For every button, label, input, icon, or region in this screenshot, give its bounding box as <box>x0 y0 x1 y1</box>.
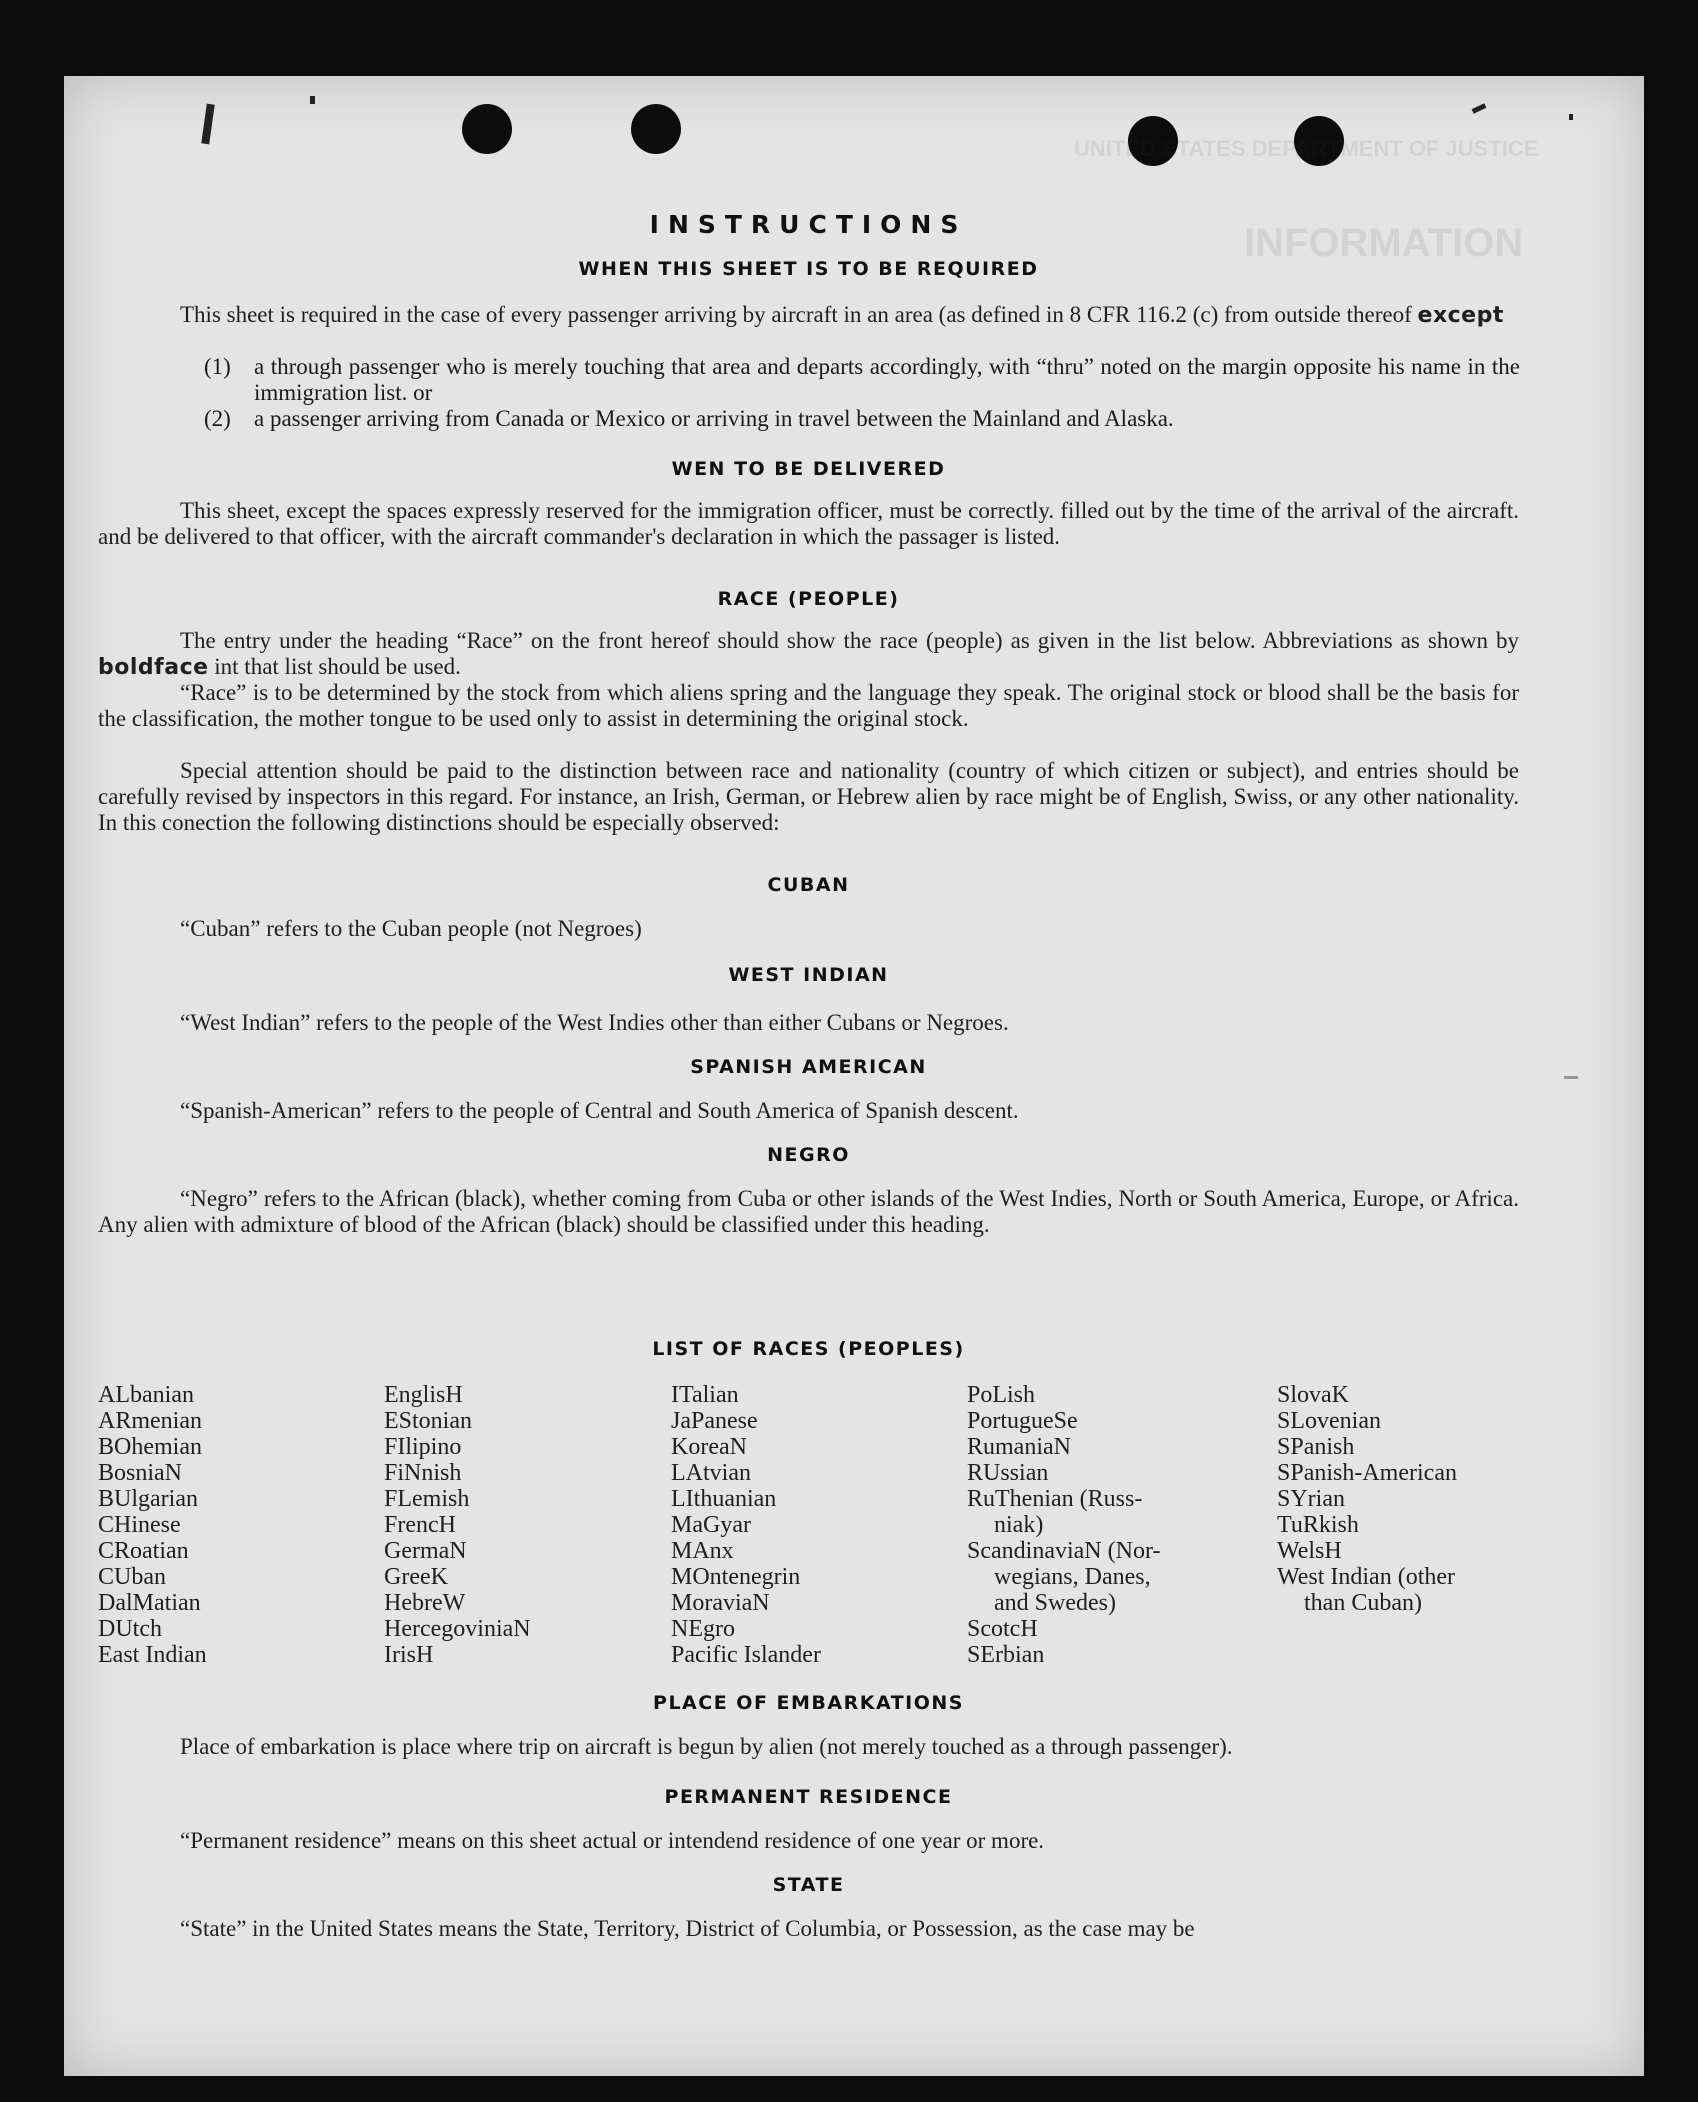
race-entry: EStonian <box>384 1408 472 1434</box>
scan-mark <box>201 104 214 145</box>
scan-mark <box>310 96 315 104</box>
race-entry: MOntenegrin <box>671 1564 801 1590</box>
bleed-through-text: UNITED STATES DEPARTMENT OF JUSTICE <box>1074 136 1539 161</box>
section-heading-cuban: CUBAN <box>767 874 850 896</box>
race-entry: ScandinaviaN (Nor- <box>967 1538 1161 1564</box>
race-entry: CUban <box>98 1564 166 1590</box>
race-entry: JaPanese <box>671 1408 758 1434</box>
scan-mark <box>1472 103 1487 113</box>
embarkation-text <box>98 1734 1519 1760</box>
race-entry: LIthuanian <box>671 1486 777 1512</box>
paragraph-text: Place of embarkation is place where trip on aircraft is begun by alien (not merely touched as a through passenger). <box>180 1734 1233 1759</box>
race-entry: NEgro <box>671 1616 735 1642</box>
race-paragraph-2 <box>98 680 1519 732</box>
race-paragraph-3 <box>98 758 1519 836</box>
race-entry: DUtch <box>98 1616 162 1642</box>
race-entry: CHinese <box>98 1512 181 1538</box>
races-column-2 <box>384 1382 531 1668</box>
race-entry: ITalian <box>671 1382 739 1408</box>
when-delivered-text <box>98 498 1519 550</box>
race-entry-continuation: niak) <box>994 1512 1044 1538</box>
race-entry: BosniaN <box>98 1460 182 1486</box>
when-required-intro <box>98 302 1519 329</box>
punch-hole <box>631 104 681 154</box>
paragraph-text: The entry under the heading “Race” on the front hereof should show the race (people) as given in the list below. Abbreviations as shown by <box>180 628 1519 653</box>
races-column-1 <box>98 1382 207 1668</box>
paragraph-text: “Permanent residence” means on this sheet actual or intendend residence of one year or more. <box>180 1828 1045 1853</box>
race-entry: ScotcH <box>967 1616 1038 1642</box>
race-entry: RuThenian (Russ- <box>967 1486 1143 1512</box>
race-entry: MoraviaN <box>671 1590 770 1616</box>
race-entry: FIlipino <box>384 1434 462 1460</box>
race-entry: PortugueSe <box>967 1408 1078 1434</box>
race-entry-continuation: than Cuban) <box>1304 1590 1422 1616</box>
paragraph-text: int that list should be used. <box>214 654 461 679</box>
state-text <box>98 1916 1519 1942</box>
race-entry: SErbian <box>967 1642 1045 1668</box>
race-entry: EnglisH <box>384 1382 463 1408</box>
except-bold: except <box>1417 303 1504 328</box>
race-entry: DalMatian <box>98 1590 201 1616</box>
race-entry: West Indian (other <box>1277 1564 1456 1590</box>
list-item-2 <box>204 406 1520 432</box>
race-entry: GermaN <box>384 1538 467 1564</box>
race-entry: GreeK <box>384 1564 448 1590</box>
paragraph-text: “Race” is to be determined by the stock from which aliens spring and the language they speak. The original stock or blood shall be the basis for the classification, the mother tongue to be used only to assist in determining the original stock. <box>98 680 1519 731</box>
section-heading-race: RACE (PEOPLE) <box>717 588 900 610</box>
race-entry: SPanish-American <box>1277 1460 1457 1486</box>
permanent-residence-text <box>98 1828 1519 1854</box>
paragraph-text: “Spanish-American” refers to the people of Central and South America of Spanish descent. <box>180 1098 1019 1123</box>
west-indian-text <box>98 1010 1519 1036</box>
negro-text <box>98 1186 1519 1238</box>
section-heading-when-required: WHEN THIS SHEET IS TO BE REQUIRED <box>578 258 1039 280</box>
race-entry: East Indian <box>98 1642 207 1668</box>
race-entry: SYrian <box>1277 1486 1345 1512</box>
race-entry: FiNnish <box>384 1460 462 1486</box>
race-entry: LAtvian <box>671 1460 751 1486</box>
cuban-text <box>98 916 1519 942</box>
race-paragraph-1 <box>98 628 1519 681</box>
race-entry: RUssian <box>967 1460 1049 1486</box>
race-entry: MAnx <box>671 1538 734 1564</box>
race-entry: BOhemian <box>98 1434 202 1460</box>
race-entry: IrisH <box>384 1642 434 1668</box>
race-entry: HebreW <box>384 1590 466 1616</box>
page-title: INSTRUCTIONS <box>649 210 968 239</box>
punch-hole <box>462 104 512 154</box>
race-entry-continuation: wegians, Danes, <box>994 1564 1151 1590</box>
paragraph-text: “Negro” refers to the African (black), whether coming from Cuba or other islands of the West Indies, North or South America, Europe, or Africa. Any alien with admixture of blood of the African (black) should be classified under this heading. <box>98 1186 1519 1237</box>
scan-mark <box>1569 114 1573 120</box>
race-entry: BUlgarian <box>98 1486 198 1512</box>
item-number: (1) <box>204 354 231 379</box>
race-entry: HercegoviniaN <box>384 1616 531 1642</box>
section-heading-permanent-residence: PERMANENT RESIDENCE <box>664 1786 953 1808</box>
races-column-5 <box>1277 1382 1457 1616</box>
race-entry: MaGyar <box>671 1512 751 1538</box>
document-page <box>64 76 1644 2076</box>
race-entry: ALbanian <box>98 1382 194 1408</box>
race-entry: CRoatian <box>98 1538 189 1564</box>
race-entry: FrencH <box>384 1512 456 1538</box>
race-entry: SlovaK <box>1277 1382 1349 1408</box>
race-entry: KoreaN <box>671 1434 747 1460</box>
race-entry: SPanish <box>1277 1434 1355 1460</box>
section-heading-list-of-races: LIST OF RACES (PEOPLES) <box>652 1338 965 1360</box>
paragraph-text: “State” in the United States means the State, Territory, District of Columbia, or Possession, as the case may be <box>180 1916 1195 1941</box>
boldface-word: boldface <box>98 655 209 680</box>
list-item-1 <box>204 354 1520 406</box>
paragraph-text: “Cuban” refers to the Cuban people (not Negroes) <box>180 916 642 941</box>
race-entry-continuation: and Swedes) <box>994 1590 1116 1616</box>
races-column-3 <box>671 1382 821 1668</box>
race-entry: RumaniaN <box>967 1434 1071 1460</box>
section-heading-embarkation: PLACE OF EMBARKATIONS <box>653 1692 964 1714</box>
section-heading-west-indian: WEST INDIAN <box>728 964 889 986</box>
race-entry: ARmenian <box>98 1408 202 1434</box>
section-heading-when-delivered: WEN TO BE DELIVERED <box>671 458 946 480</box>
section-heading-state: STATE <box>772 1874 845 1896</box>
races-column-4 <box>967 1382 1160 1668</box>
race-entry: Pacific Islander <box>671 1642 821 1668</box>
race-entry: TuRkish <box>1277 1512 1359 1538</box>
item-text: a passenger arriving from Canada or Mexico or arriving in travel between the Mainland and Alaska. <box>254 406 1174 431</box>
paragraph-text: This sheet, except the spaces expressly reserved for the immigration officer, must be correctly. filled out by the time of the arrival of the aircraft. and be delivered to that officer, with the aircraft commander's declaration in which the passager is listed. <box>98 498 1519 549</box>
paragraph-text: Special attention should be paid to the distinction between race and nationality (country of which citizen or subject), and entries should be carefully revised by inspectors in this regard. For instance, an Irish, German, or Hebrew alien by race might be of English, Swiss, or any other nationality. In this conection the following distinctions should be especially observed: <box>98 758 1519 835</box>
bleed-through-text: INFORMATION <box>1244 221 1524 265</box>
intro-text: This sheet is required in the case of every passenger arriving by aircraft in an area (as defined in 8 CFR 116.2 (c) from outside thereof <box>180 302 1412 327</box>
paragraph-text: “West Indian” refers to the people of the West Indies other than either Cubans or Negroes. <box>180 1010 1009 1035</box>
race-entry: PoLish <box>967 1382 1036 1408</box>
race-entry: FLemish <box>384 1486 470 1512</box>
item-number: (2) <box>204 406 231 431</box>
spanish-american-text <box>98 1098 1519 1124</box>
scan-mark <box>1564 1076 1578 1079</box>
section-heading-negro: NEGRO <box>767 1144 850 1166</box>
section-heading-spanish-american: SPANISH AMERICAN <box>690 1056 927 1078</box>
race-entry: WelsH <box>1277 1538 1342 1564</box>
race-entry: SLovenian <box>1277 1408 1381 1434</box>
item-text: a through passenger who is merely touching that area and departs accordingly, with “thru” noted on the margin opposite his name in the immigration list. or <box>254 354 1520 405</box>
